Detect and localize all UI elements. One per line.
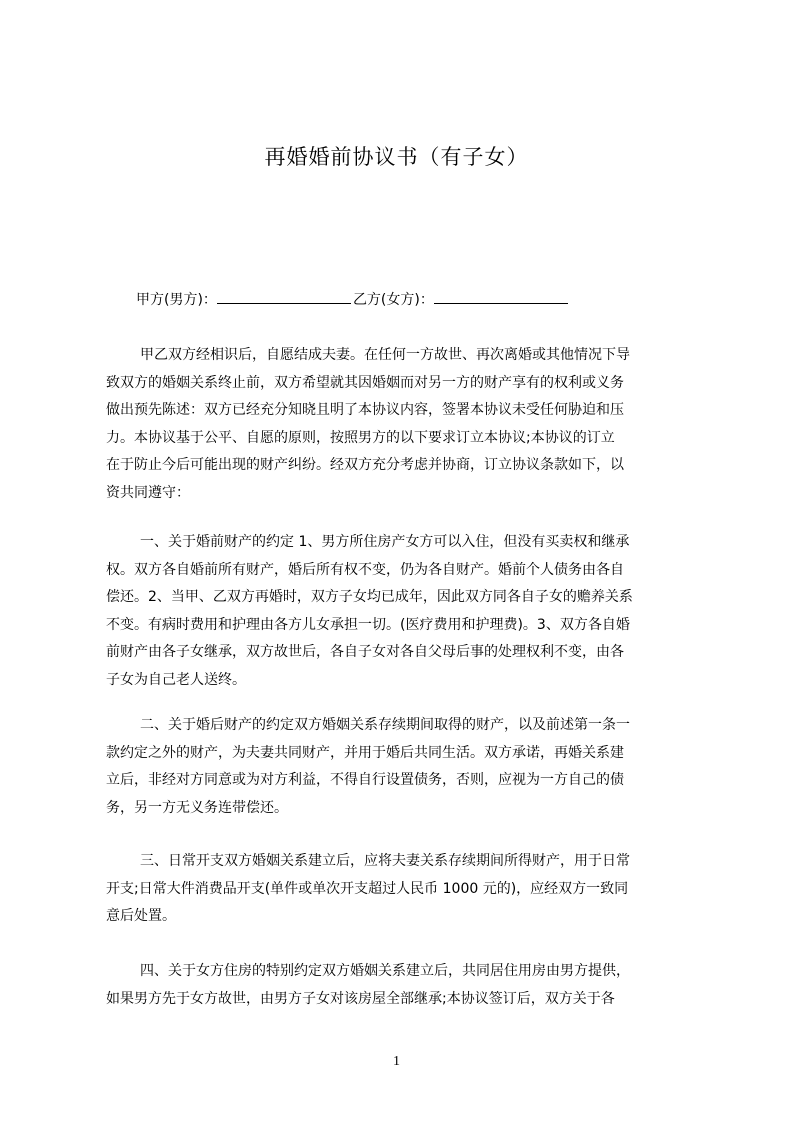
text-line: 意后处置。 — [106, 908, 176, 925]
text-line: 务，另一方无义务连带偿还。 — [106, 799, 288, 816]
text-line: 立后，非经对方同意或为对方利益，不得自行设置债务，否则，应视为一方自己的债 — [106, 772, 624, 789]
page-number: 1 — [393, 1054, 400, 1069]
text-line: 二、关于婚后财产的约定双方婚姻关系存续期间取得的财产，以及前述第一条一 — [140, 717, 630, 733]
text-line: 三、日常开支双方婚姻关系建立后，应将夫妻关系存续期间所得财产，用于日常 — [140, 853, 630, 869]
party-b-label: 乙方(女方)： — [352, 292, 434, 308]
section-1-premarital-property — [106, 529, 698, 695]
party-b-blank — [434, 289, 568, 304]
intro-paragraph — [106, 342, 698, 508]
party-a-label: 甲方(男方)： — [136, 292, 217, 308]
section-4-housing — [106, 958, 698, 1013]
text-line: 权。双方各自婚前所有财产，婚后所有权不变，仍为各自财产。婚前个人债务由各自 — [106, 561, 624, 578]
text-line: 资共同遵守： — [106, 484, 190, 501]
text-line: 如果男方先于女方故世，由男方子女对该房屋全部继承;本协议签订后，双方关于各 — [106, 990, 615, 1007]
text-line: 子女为自己老人送终。 — [106, 671, 246, 688]
parties-line — [136, 286, 736, 314]
party-a-blank — [217, 289, 351, 304]
section-3-daily-expenses — [106, 848, 698, 931]
text-line: 款约定之外的财产，为夫妻共同财产，并用于婚后共同生活。双方承诺，再婚关系建 — [106, 744, 624, 761]
text-line: 四、关于女方住房的特别约定双方婚姻关系建立后，共同居住用房由男方提供， — [140, 963, 630, 979]
text-line: 前财产由各子女继承，双方故世后，各自子女对各自父母后事的处理权利不变，由各 — [106, 644, 624, 661]
text-line: 做出预先陈述：双方已经充分知晓且明了本协议内容，签署本协议未受任何胁迫和压 — [106, 402, 624, 419]
section-2-postmarital-property — [106, 712, 698, 822]
text-line: 在于防止今后可能出现的财产纠纷。经双方充分考虑并协商，订立协议条款如下，以 — [106, 457, 624, 474]
text-line: 不变。有病时费用和护理由各方儿女承担一切。(医疗费用和护理费)。3、双方各自婚 — [106, 616, 630, 633]
text-line: 偿还。2、当甲、乙双方再婚时，双方子女均已成年，因此双方同各自子女的赡养关系 — [106, 589, 633, 606]
text-line: 甲乙双方经相识后，自愿结成夫妻。在任何一方故世、再次离婚或其他情况下导 — [140, 347, 630, 363]
text-line: 开支;日常大件消费品开支(单件或单次开支超过人民币 1000 元的)，应经双方一致同 — [106, 880, 629, 897]
text-line: 致双方的婚姻关系终止前，双方希望就其因婚姻而对另一方的财产享有的权利或义务 — [106, 374, 624, 391]
text-line: 一、关于婚前财产的约定 1、男方所住房产女方可以入住，但没有买卖权和继承 — [140, 534, 630, 550]
document-title: 再婚婚前协议书（有子女） — [264, 145, 529, 169]
text-line: 力。本协议基于公平、自愿的原则，按照男方的以下要求订立本协议;本协议的订立 — [106, 429, 615, 446]
